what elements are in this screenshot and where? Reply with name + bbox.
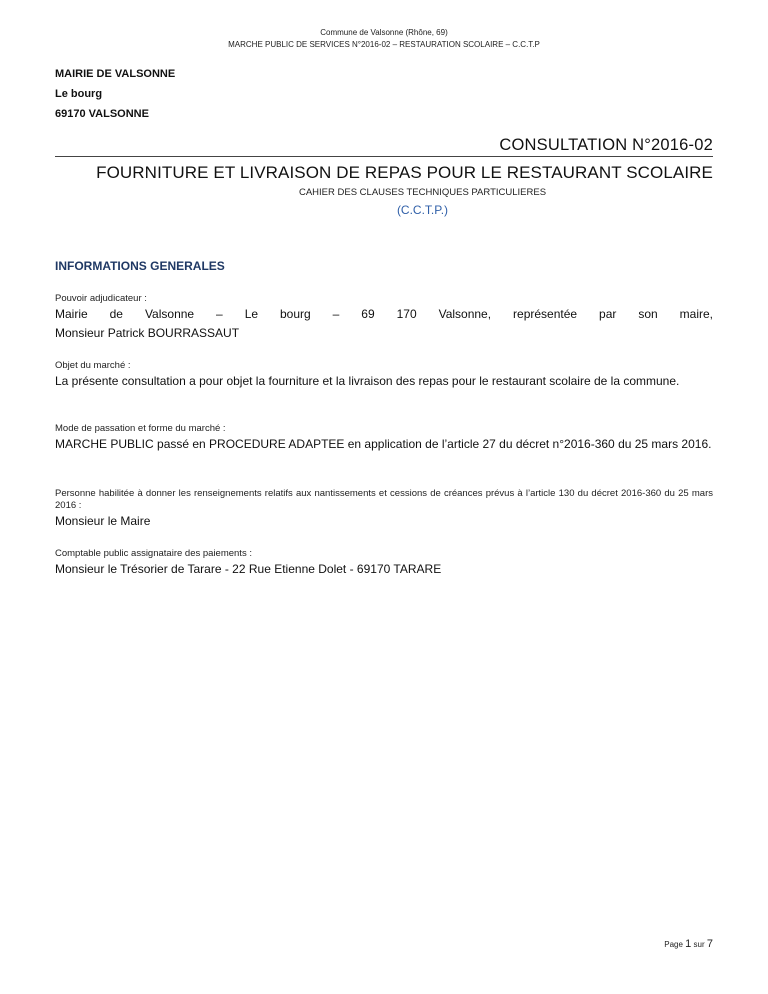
address-line-2: Le bourg xyxy=(55,88,103,100)
field-label: Comptable public assignataire des paiements : xyxy=(55,548,252,559)
field-value-line: Mairie de Valsonne – Le bourg – 69 170 Valsonne, représentée par son maire, xyxy=(55,307,713,321)
running-header xyxy=(0,27,768,51)
of-word: sur xyxy=(693,940,705,949)
field-value-line: Monsieur Patrick BOURRASSAUT xyxy=(55,326,240,340)
section-title: INFORMATIONS GENERALES xyxy=(55,259,225,273)
sender-address xyxy=(55,64,175,124)
address-line-3: 69170 VALSONNE xyxy=(55,108,149,120)
page-number xyxy=(664,938,713,950)
document-abbreviation: (C.C.T.P.) xyxy=(396,203,449,217)
header-commune: Commune de Valsonne (Rhône, 69) xyxy=(320,28,448,37)
current-page: 1 xyxy=(685,938,692,950)
title-divider xyxy=(55,156,713,157)
field-value: Monsieur le Trésorier de Tarare - 22 Rue Etienne Dolet - 69170 TARARE xyxy=(55,562,442,576)
field-value: La présente consultation a pour objet la fourniture et la livraison des repas pour le restaurant scolaire de la commune. xyxy=(55,374,680,388)
field-procedure xyxy=(55,423,713,454)
field-label: Pouvoir adjudicateur : xyxy=(55,293,147,304)
field-contracting-authority xyxy=(55,293,713,343)
document-title: FOURNITURE ET LIVRAISON DE REPAS POUR LE RESTAURANT SCOLAIRE xyxy=(96,163,713,182)
document-subtitle: CAHIER DES CLAUSES TECHNIQUES PARTICULIERES xyxy=(298,187,547,198)
field-label: Objet du marché : xyxy=(55,360,131,371)
field-public-accountant xyxy=(55,548,713,579)
page-word: Page xyxy=(664,940,683,949)
field-value: MARCHE PUBLIC passé en PROCEDURE ADAPTEE en application de l’article 27 du décret n°2016-360 du 25 mars 2016. xyxy=(55,437,712,451)
consultation-number: CONSULTATION N°2016-02 xyxy=(499,136,713,154)
field-market-object xyxy=(55,360,713,391)
header-market-ref: MARCHE PUBLIC DE SERVICES N°2016-02 – RESTAURATION SCOLAIRE – C.C.T.P xyxy=(228,40,540,49)
address-line-1: MAIRIE DE VALSONNE xyxy=(55,68,176,80)
field-label: Mode de passation et forme du marché : xyxy=(55,423,226,434)
field-label: Personne habilitée à donner les renseignements relatifs aux nantissements et cessions de créances prévus à l’article 130 du décret 2016-360 du 25 mars 2016 : xyxy=(55,488,713,511)
field-value: Monsieur le Maire xyxy=(55,514,151,528)
total-pages: 7 xyxy=(706,938,713,950)
field-information-contact xyxy=(55,488,713,531)
